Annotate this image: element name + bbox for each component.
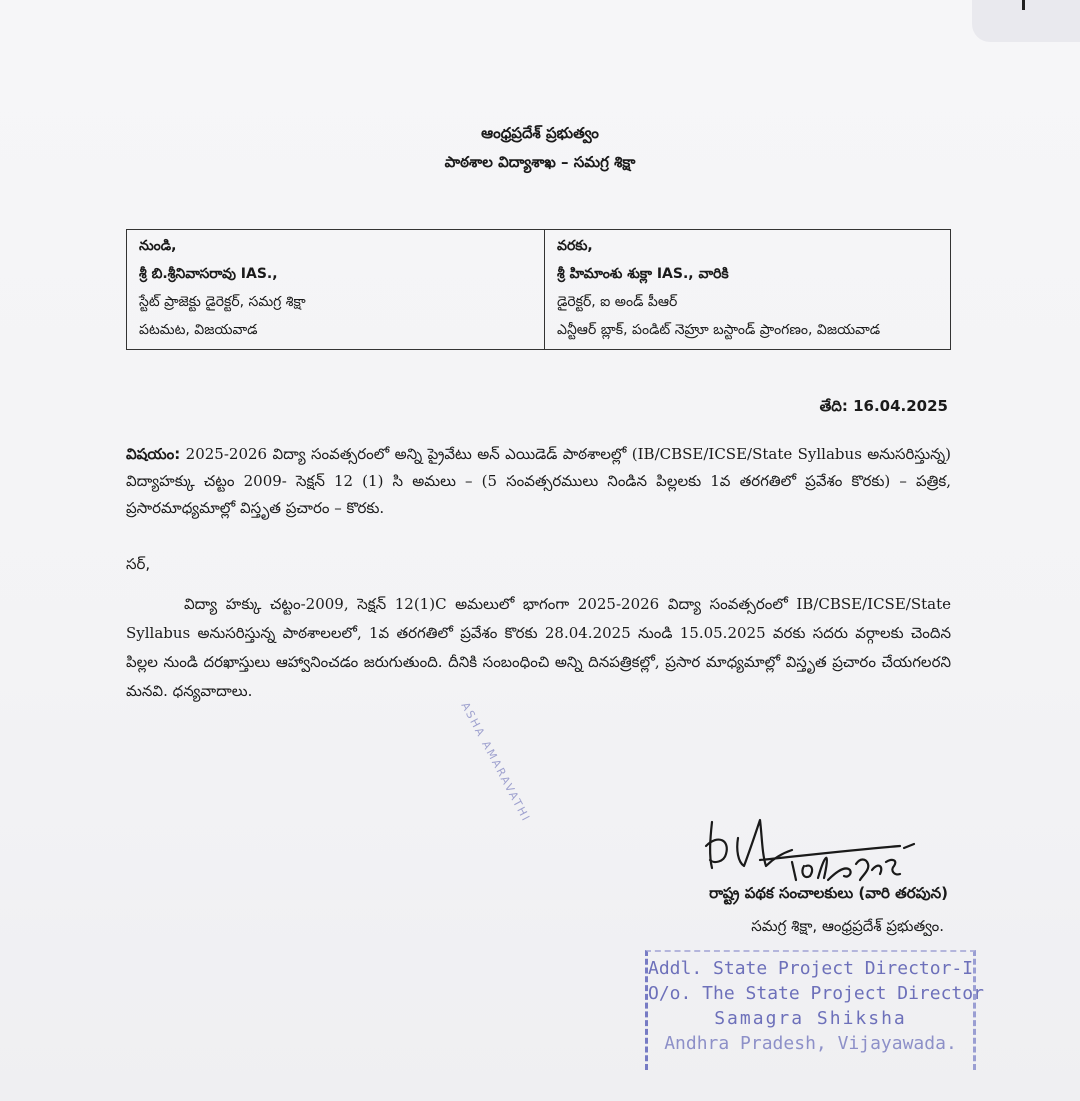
letter-date: తేది: 16.04.2025 xyxy=(819,397,948,415)
scroll-indicator xyxy=(1022,0,1025,10)
official-stamp xyxy=(645,950,984,1070)
to-designation: డైరెక్టర్, ఐ అండ్ పీఆర్ xyxy=(557,294,678,310)
signatory-organisation: సమగ్ర శిక్షా, ఆంధ్రప్రదేశ్ ప్రభుత్వం. xyxy=(751,917,944,935)
subject-text: 2025-2026 విద్యా సంవత్సరంలో అన్ని ప్రైవేటు అన్ ఎయిడెడ్ పాఠశాలల్లో (IB/CBSE/ICSE/State Syllabus అనుసరిస్తున్న) విద్యాహక్కు చట్టం 2009- సెక్షన్ 12 (1) సి అమలు – (5 సంవత్సరములు నిండిన పిల్లలకు 1వ తరగతిలో ప్రవేశం కొరకు) – పత్రిక, ప్రసారమాధ్యమాల్లో విస్తృత ప్రచారం – కొరకు. xyxy=(126,445,951,517)
from-label: నుండి, xyxy=(139,238,177,254)
address-table xyxy=(126,229,951,350)
stamp-line-3: Samagra Shiksha xyxy=(714,1008,907,1029)
subject-paragraph xyxy=(126,441,951,522)
subject-label: విషయం: xyxy=(126,445,181,463)
department-heading: పాఠశాల విద్యాశాఖ – సమగ్ర శిక్షా xyxy=(444,153,636,171)
stamp-line-2: O/o. The State Project Director xyxy=(648,983,984,1004)
stamp-line-4: Andhra Pradesh, Vijayawada. xyxy=(664,1033,957,1054)
to-address: ఎన్టీఆర్ బ్లాక్, పండిట్ నెహ్రూ బస్టాండ్ ప్రాంగణం, విజయవాడ xyxy=(557,322,881,338)
from-place: పటమట, విజయవాడ xyxy=(139,322,258,338)
from-designation: స్టేట్ ప్రాజెక్టు డైరెక్టర్, సమగ్ర శిక్షా xyxy=(139,294,306,310)
government-heading: ఆంధ్రప్రదేశ్ ప్రభుత్వం xyxy=(481,124,599,142)
to-cell xyxy=(545,230,951,350)
watermark-text: ASHA AMARAVATHI xyxy=(458,700,533,825)
from-name: శ్రీ బి.శ్రీనివాసరావు IAS., xyxy=(139,266,278,282)
to-label: వరకు, xyxy=(557,238,593,254)
handwritten-signature xyxy=(700,810,930,890)
stamp-line-1: Addl. State Project Director-I xyxy=(648,958,974,979)
signatory-designation: రాష్ట్ర పథక సంచాలకులు (వారి తరపున) xyxy=(709,884,948,902)
salutation: సర్, xyxy=(126,555,151,573)
body-paragraph: విద్యా హక్కు చట్టం-2009, సెక్షన్ 12(1)C అమలులో భాగంగా 2025-2026 విద్యా సంవత్సరంలో IB/CBSE/ICSE/State Syllabus అనుసరిస్తున్న పాఠశాలలలో, 1వ తరగతిలో ప్రవేశం కొరకు 28.04.2025 నుండి 15.05.2025 వరకు సదరు వర్గాలకు చెందిన పిల్లల నుండి దరఖాస్తులు ఆహ్వానించడం జరుగుతుంది. దీనికి సంబంధించి అన్ని దినపత్రికల్లో, ప్రసార మాధ్యమాల్లో విస్తృత ప్రచారం చేయగలరని మనవి. ధన్యవాదాలు. xyxy=(126,595,951,700)
to-name: శ్రీ హిమాంశు శుక్లా IAS., వారికి xyxy=(557,266,729,282)
corner-tab xyxy=(972,0,1080,42)
from-cell xyxy=(127,230,545,350)
